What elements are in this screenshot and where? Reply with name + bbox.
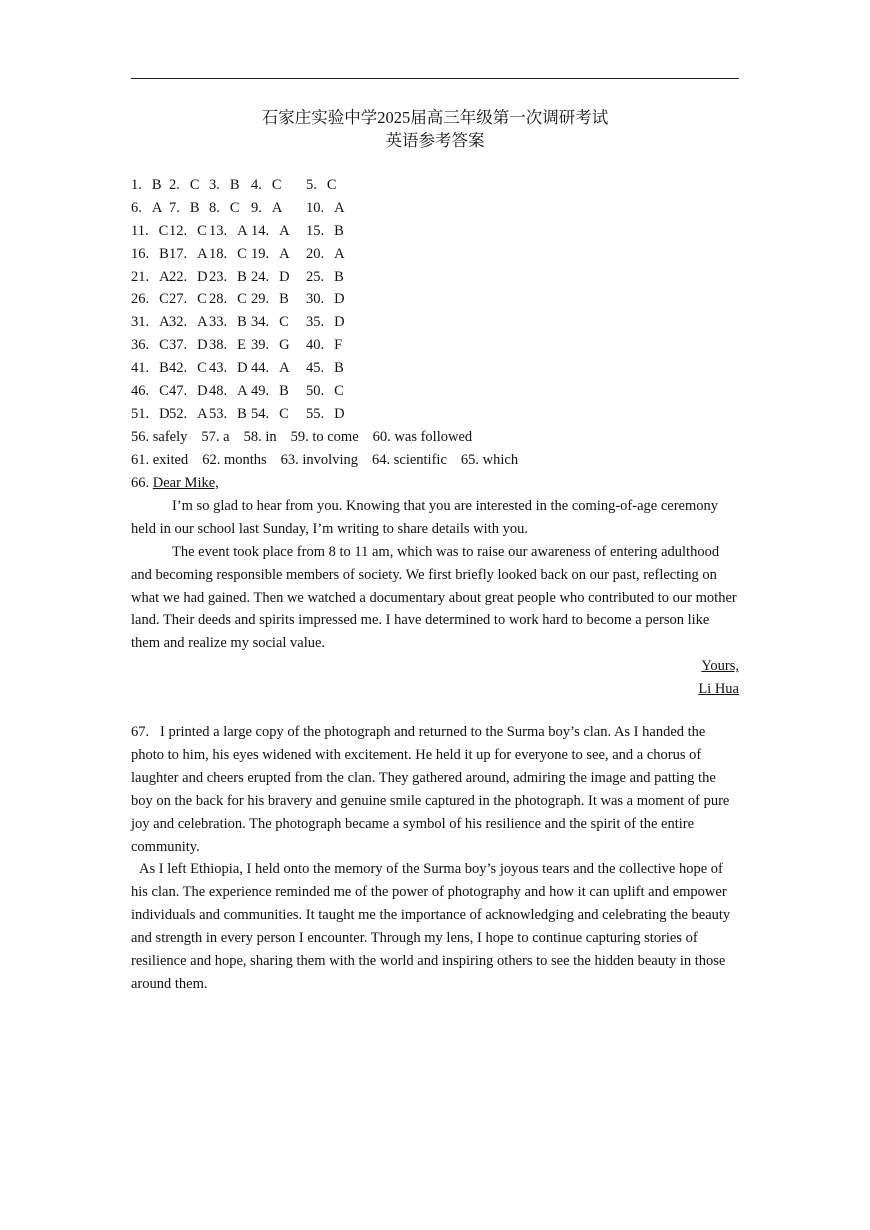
question-number: 39. xyxy=(251,337,270,354)
answer-item xyxy=(209,266,247,289)
answer-item xyxy=(209,334,246,357)
question-number: 5. xyxy=(306,177,317,193)
page-subtitle: 英语参考答案 xyxy=(385,131,485,150)
answer-letter: D xyxy=(159,405,170,422)
essay-paragraph-text: I printed a large copy of the photograph and returned to the Surma boy’s clan. As I handed the photo to him, his eyes widened with excitement. He held it up for everyone to see, and a chorus of laughter and cheers erupted from the clan. They gathered around, admiring the image and patting the boy on the back for his bravery and genuine smile captured in the photograph. It was a moment of pure joy and celebration. The photograph became a symbol of his resilience and the spirit of the entire community. xyxy=(131,724,730,855)
answer-item xyxy=(306,266,344,289)
letter-salutation: Dear Mike, xyxy=(152,475,219,491)
question-number: 1. xyxy=(131,177,142,193)
answer-item xyxy=(169,197,200,220)
answer-letter: C xyxy=(197,291,207,308)
answer-letter: C xyxy=(159,337,169,354)
answer-letter: A xyxy=(279,222,290,239)
answer-item xyxy=(251,243,290,266)
letter-paragraph: I’m so glad to hear from you. Knowing that you are interested in the coming-of-age ceremony held in our school last Sunday, I’m writing to share details with you. xyxy=(131,497,718,537)
fill-in-answer: 65. which xyxy=(460,451,519,468)
question-number: 50. xyxy=(306,383,325,400)
question-number: 30. xyxy=(306,291,325,308)
answer-item xyxy=(306,174,337,197)
question-number: 47. xyxy=(169,383,188,400)
question-number: 41. xyxy=(131,360,150,377)
essay-paragraph-1 xyxy=(131,721,739,858)
answer-item xyxy=(209,243,247,266)
answer-item xyxy=(306,311,345,334)
question-number: 22. xyxy=(169,268,188,285)
answer-letter: B xyxy=(237,268,247,285)
question-number: 45. xyxy=(306,360,325,377)
answer-item xyxy=(169,311,208,334)
answer-letter: C xyxy=(326,177,337,193)
fill-in-answer: 64. scientific xyxy=(371,451,447,468)
letter-number: 66. xyxy=(131,475,150,491)
answer-row xyxy=(131,266,739,289)
answer-letter: B xyxy=(279,383,289,400)
question-number: 46. xyxy=(131,383,150,400)
question-number: 13. xyxy=(209,222,228,239)
letter-signature: Li Hua xyxy=(698,681,739,698)
answer-letter: A xyxy=(197,405,208,422)
answer-item xyxy=(169,334,208,357)
answer-item xyxy=(251,311,289,334)
answer-row xyxy=(131,174,739,197)
answer-letter: C xyxy=(197,222,207,239)
answer-item xyxy=(251,220,290,243)
letter-closing-line xyxy=(131,655,739,678)
question-number: 37. xyxy=(169,337,188,354)
answer-item xyxy=(169,357,207,380)
question-number: 2. xyxy=(169,177,180,193)
answer-letter: C xyxy=(279,314,289,331)
answer-item xyxy=(209,357,248,380)
answer-letter: C xyxy=(189,177,200,193)
answer-item xyxy=(306,380,344,403)
answer-item xyxy=(306,243,345,266)
fill-in-answer: 60. was followed xyxy=(372,428,473,445)
answer-item xyxy=(169,220,207,243)
question-number: 21. xyxy=(131,268,150,285)
answer-letter: D xyxy=(237,360,248,377)
question-number: 14. xyxy=(251,222,270,239)
answer-item xyxy=(251,197,282,220)
answer-row xyxy=(131,243,739,266)
answer-letter: A xyxy=(334,199,345,216)
question-number: 49. xyxy=(251,383,270,400)
question-number: 48. xyxy=(209,383,228,400)
answer-letter: B xyxy=(334,360,344,377)
question-number: 35. xyxy=(306,314,325,331)
answer-item xyxy=(131,334,169,357)
question-number: 51. xyxy=(131,405,150,422)
answer-letter: D xyxy=(279,268,290,285)
writing-letter xyxy=(131,472,739,701)
answer-item xyxy=(251,174,282,197)
answer-letter: A xyxy=(237,222,248,239)
answer-letter: C xyxy=(197,360,207,377)
answer-item xyxy=(131,380,169,403)
answer-letter: D xyxy=(197,383,208,400)
question-number: 26. xyxy=(131,291,150,308)
answer-item xyxy=(169,243,208,266)
answer-item xyxy=(251,266,290,289)
answer-item xyxy=(306,334,342,357)
answer-row xyxy=(131,357,739,380)
answer-letter: B xyxy=(159,360,169,377)
answer-letter: A xyxy=(271,199,283,216)
answer-item xyxy=(251,403,289,426)
answer-letter: C xyxy=(271,177,282,193)
question-number: 54. xyxy=(251,405,270,422)
answer-item xyxy=(209,403,247,426)
letter-paragraph: The event took place from 8 to 11 am, which was to raise our awareness of entering adulthood and becoming responsible members of society. We first briefly looked back on our past, reflecting on what we had gained. Then we watched a documentary about great people who contributed to our mother land. Their deeds and spirits impressed me. I have determined to work hard to become a person like them and realize my social value. xyxy=(131,543,737,652)
letter-closing: Yours, xyxy=(701,658,739,675)
question-number: 44. xyxy=(251,360,270,377)
answer-letter: B xyxy=(237,405,247,422)
answer-letter: B xyxy=(334,268,344,285)
answer-letter: A xyxy=(197,245,208,262)
answer-letter: B xyxy=(151,177,162,193)
answer-item xyxy=(251,334,290,357)
question-number: 55. xyxy=(306,405,325,422)
answer-letter: D xyxy=(334,291,345,308)
essay-paragraph-2: As I left Ethiopia, I held onto the memory of the Surma boy’s joyous tears and the collective hope of his clan. The experience reminded me of the power of photography and how it can uplift and empower individuals and communities. It taught me the importance of acknowledging and celebrating the beauty and strength in every person I encounter. Through my lens, I hope to continue capturing stories of resilience and hope, sharing them with the world and inspiring others to see the hidden beauty in those around them. xyxy=(131,861,731,992)
question-number: 42. xyxy=(169,360,188,377)
question-number: 43. xyxy=(209,360,228,377)
page-title: 石家庄实验中学2025届高三年级第一次调研考试 xyxy=(261,108,609,127)
question-number: 6. xyxy=(131,199,142,216)
answer-item xyxy=(209,380,248,403)
answer-item xyxy=(131,174,162,197)
letter-signature-line xyxy=(131,678,739,701)
answer-letter: B xyxy=(279,291,289,308)
question-number: 24. xyxy=(251,268,270,285)
multiple-choice-answers xyxy=(131,174,739,472)
question-number: 33. xyxy=(209,314,228,331)
question-number: 16. xyxy=(131,245,150,262)
question-number: 4. xyxy=(251,177,262,193)
answer-item xyxy=(209,197,240,220)
fill-in-row xyxy=(131,449,739,472)
answer-letter: C xyxy=(237,291,247,308)
answer-item xyxy=(169,380,208,403)
fill-in-row xyxy=(131,426,739,449)
answer-letter: C xyxy=(334,383,344,400)
answer-item xyxy=(306,288,345,311)
answer-item xyxy=(131,311,170,334)
question-number: 53. xyxy=(209,405,228,422)
answer-letter: B xyxy=(237,314,247,331)
question-number: 52. xyxy=(169,405,188,422)
question-number: 12. xyxy=(169,222,188,239)
answer-letter: B xyxy=(189,199,200,216)
answer-item xyxy=(131,403,170,426)
question-number: 20. xyxy=(306,245,325,262)
answer-row xyxy=(131,311,739,334)
question-number: 23. xyxy=(209,268,228,285)
question-number: 17. xyxy=(169,245,188,262)
question-number: 28. xyxy=(209,291,228,308)
answer-item xyxy=(169,174,200,197)
answer-letter: D xyxy=(197,268,208,285)
answer-row xyxy=(131,403,739,426)
question-number: 3. xyxy=(209,177,220,193)
question-number: 31. xyxy=(131,314,150,331)
answer-item xyxy=(169,266,208,289)
answer-item xyxy=(169,288,207,311)
answer-item xyxy=(131,243,169,266)
fill-in-answer: 57. a xyxy=(201,428,230,445)
answer-row xyxy=(131,380,739,403)
answer-item xyxy=(306,197,345,220)
question-number: 11. xyxy=(131,222,149,239)
answer-letter: C xyxy=(279,405,289,422)
answer-letter: A xyxy=(279,245,290,262)
answer-letter: C xyxy=(237,245,247,262)
answer-letter: A xyxy=(159,268,170,285)
question-number: 25. xyxy=(306,268,325,285)
answer-letter: A xyxy=(151,199,163,216)
answer-letter: G xyxy=(279,337,290,354)
answer-item xyxy=(306,403,345,426)
question-number: 15. xyxy=(306,222,325,239)
question-number: 10. xyxy=(306,199,325,216)
answer-item xyxy=(251,357,290,380)
answer-item xyxy=(251,380,289,403)
question-number: 8. xyxy=(209,199,220,216)
answer-letter: B xyxy=(229,177,240,193)
fill-in-answer: 59. to come xyxy=(290,428,359,445)
answer-letter: A xyxy=(334,245,345,262)
fill-in-answer: 56. safely xyxy=(131,428,188,445)
answer-item xyxy=(209,174,240,197)
top-rule xyxy=(131,78,739,79)
answer-letter: A xyxy=(237,383,248,400)
answer-letter: B xyxy=(159,245,169,262)
continuation-essay xyxy=(131,721,739,996)
answer-letter: A xyxy=(159,314,170,331)
letter-lead xyxy=(131,472,739,495)
question-number: 7. xyxy=(169,199,180,216)
answer-item xyxy=(131,288,169,311)
answer-item xyxy=(209,288,247,311)
answer-letter: C xyxy=(159,383,169,400)
question-number: 27. xyxy=(169,291,188,308)
answer-row xyxy=(131,288,739,311)
answer-letter: A xyxy=(197,314,208,331)
question-number: 40. xyxy=(306,337,325,354)
question-number: 32. xyxy=(169,314,188,331)
fill-in-answer: 62. months xyxy=(202,451,267,468)
answer-letter: A xyxy=(279,360,290,377)
question-number: 19. xyxy=(251,245,270,262)
fill-in-answer: 61. exited xyxy=(131,451,189,468)
title-block xyxy=(131,106,739,152)
answer-letter: D xyxy=(197,337,208,354)
answer-item xyxy=(209,311,247,334)
answer-letter: C xyxy=(229,199,240,216)
answer-row xyxy=(131,220,739,243)
answer-item xyxy=(131,357,169,380)
answer-item xyxy=(306,357,344,380)
answer-item xyxy=(131,220,168,243)
question-number: 36. xyxy=(131,337,150,354)
fill-in-answer: 63. involving xyxy=(280,451,358,468)
question-number: 29. xyxy=(251,291,270,308)
fill-in-answer: 58. in xyxy=(243,428,277,445)
answer-letter: C xyxy=(159,291,169,308)
answer-item xyxy=(306,220,344,243)
answer-letter: F xyxy=(334,337,343,354)
answer-letter: B xyxy=(334,222,344,239)
question-number: 9. xyxy=(251,199,262,216)
answer-row xyxy=(131,197,739,220)
question-number: 38. xyxy=(209,337,228,354)
answer-item xyxy=(131,197,162,220)
question-number: 18. xyxy=(209,245,228,262)
answer-letter: D xyxy=(334,314,345,331)
essay-number: 67. xyxy=(131,724,150,740)
answer-item xyxy=(251,288,289,311)
question-number: 34. xyxy=(251,314,270,331)
answer-item xyxy=(131,266,170,289)
answer-row xyxy=(131,334,739,357)
answer-letter: D xyxy=(334,405,345,422)
answer-letter: C xyxy=(158,222,169,239)
answer-item xyxy=(209,220,248,243)
answer-item xyxy=(169,403,208,426)
answer-letter: E xyxy=(237,337,246,354)
